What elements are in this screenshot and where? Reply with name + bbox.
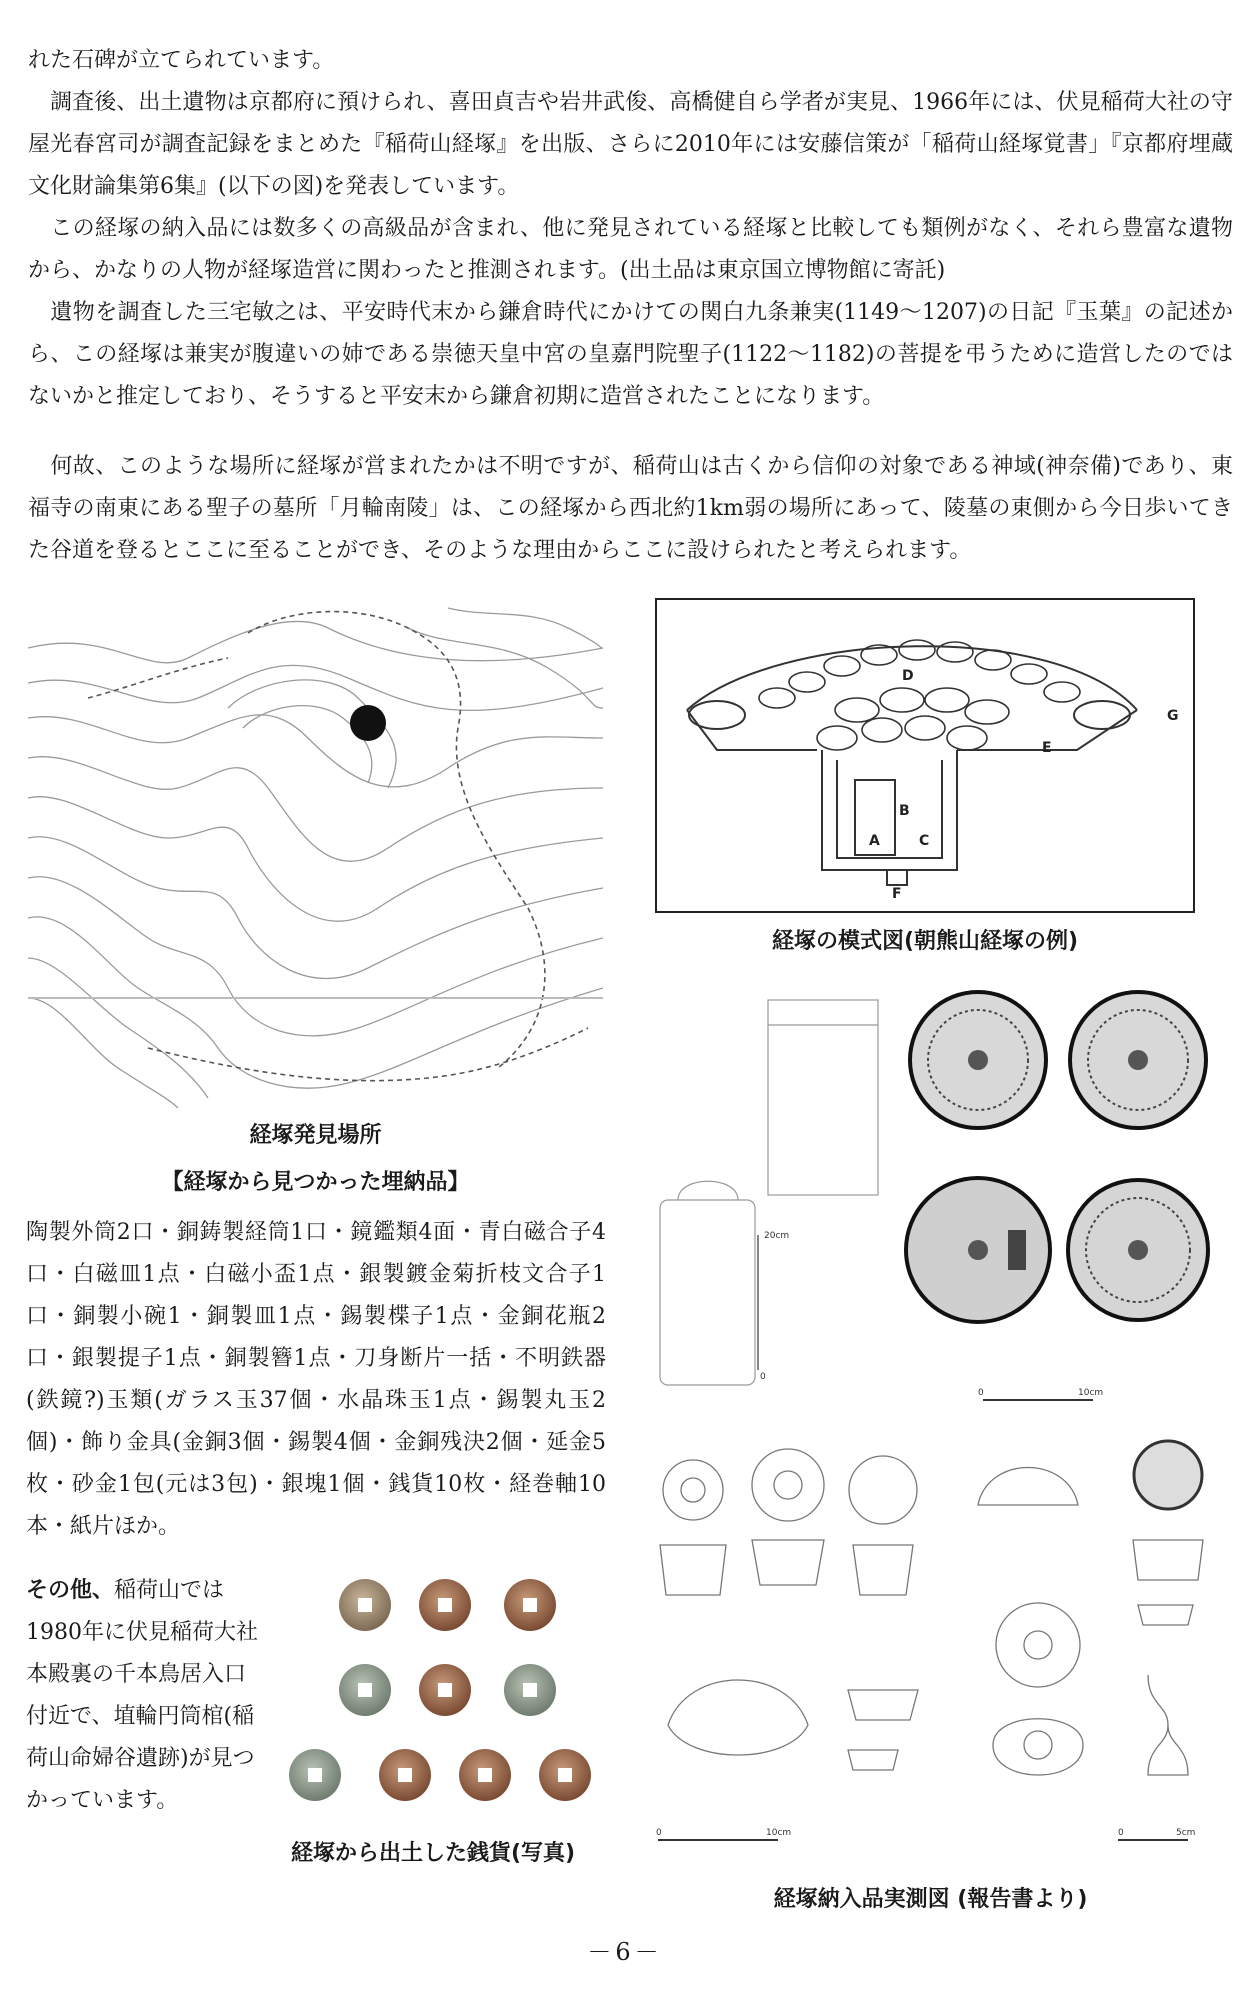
kyozuka-schematic (655, 598, 1195, 913)
diagram-label-c: C (919, 833, 930, 849)
coins-photo (275, 1570, 605, 1830)
topographic-map (28, 588, 603, 1108)
coin-row-3 (289, 1749, 591, 1801)
scale-zero-c: 0 (1118, 1828, 1124, 1838)
paragraph-2: 調査後、出土遺物は京都府に預けられ、喜田貞吉や岩井武俊、高橋健自ら学者が実見、1966年には、伏見稲荷大社の守屋光春宮司が調査記録をまとめた『稲荷山経塚』を出版、さらに2010年には安藤信策が「稲荷山経塚覚書」『京都府埋蔵文化財論集第6集』(以下の図)を発表しています。 (28, 90, 1233, 199)
diagram-label-f: F (892, 886, 902, 902)
paragraph-5: 何故、このような場所に経塚が営まれたかは不明ですが、稲荷山は古くから信仰の対象である神域(神奈備)であり、東福寺の南東にある聖子の墓所「月輪南陵」は、この経塚から西北約1km弱の場所にあって、陵墓の東側から今日歩いてきた谷道を登るとここに至ることができ、そのような理由からここに設けられたと考えられます。 (28, 454, 1233, 563)
scale-zero-a: 0 (978, 1388, 984, 1398)
paragraph-1: れた石碑が立てられています。 (28, 48, 335, 73)
scale-zero-vertical: 0 (760, 1372, 766, 1382)
vessel-drawings (660, 1441, 1203, 1775)
other-discovery-text (26, 1570, 266, 1822)
map-caption: 経塚発見場所 (249, 1123, 382, 1148)
scale-20cm: 20cm (764, 1231, 790, 1241)
scale-ten-b: 10cm (766, 1828, 792, 1838)
diagram-label-a: A (869, 833, 880, 849)
coin-row-2 (339, 1664, 556, 1716)
mirror-drawings (906, 992, 1208, 1322)
page-number: －6－ (587, 1938, 663, 1966)
diagram-label-d: D (902, 668, 914, 684)
survey-drawings (648, 985, 1213, 1875)
other-lead: その他、 (26, 1578, 115, 1603)
outer-tube-drawing (660, 1000, 878, 1385)
kyozuka-site-marker (350, 705, 386, 741)
scale-ten-a: 10cm (1078, 1388, 1104, 1398)
other-body: 稲荷山では1980年に伏見稲荷大社本殿裏の千本鳥居入口付近で、埴輪円筒棺(稲荷山命婦谷遺跡)が見つかっています。 (26, 1578, 258, 1813)
schematic-caption: 経塚の模式図(朝熊山経塚の例) (771, 929, 1079, 954)
paragraph-4: 遺物を調査した三宅敏之は、平安時代末から鎌倉時代にかけての関白九条兼実(1149～1207)の日記『玉葉』の記述から、この経塚は兼実が腹違いの姉である崇徳天皇中宮の皇嘉門院聖子(1122～1182)の菩提を弔うために造営したのではないかと推定しており、そうすると平安末から鎌倉初期に造営されたことになります。 (28, 300, 1233, 409)
items-heading: 【経塚から見つかった埋納品】 (161, 1170, 470, 1195)
survey-caption: 経塚納入品実測図 (報告書より) (773, 1887, 1088, 1912)
scale-five-c: 5cm (1176, 1828, 1196, 1838)
diagram-label-b: B (899, 803, 910, 819)
coin-row-1 (339, 1579, 556, 1631)
diagram-label-e: E (1042, 740, 1052, 756)
paragraph-3: この経塚の納入品には数多くの高級品が含まれ、他に発見されている経塚と比較しても類例がなく、それら豊富な遺物から、かなりの人物が経塚造営に関わったと推測されます。(出土品は東京国立博物館に寄託) (28, 216, 1233, 283)
scale-zero-b: 0 (656, 1828, 662, 1838)
diagram-label-g: G (1167, 708, 1179, 724)
items-list: 陶製外筒2口・銅鋳製経筒1口・鏡鑑類4面・青白磁合子4口・白磁皿1点・白磁小盃1点・銀製鍍金菊折枝文合子1口・銅製小碗1・銅製皿1点・錫製楪子1点・金銅花瓶2口・銀製提子1点・銅製簪1点・刀身断片一括・不明鉄器(鉄鏡?)玉類(ガラス玉37個・水晶珠玉1点・錫製丸玉2個)・飾り金具(金銅3個・錫製4個・金銅残決2個・延金5枚・砂金1包(元は3包)・銀塊1個・銭貨10枚・経巻軸10本・紙片ほか。 (26, 1220, 606, 1539)
coins-caption: 経塚から出土した銭貨(写真) (290, 1841, 576, 1866)
site-map-figure (28, 588, 603, 1108)
